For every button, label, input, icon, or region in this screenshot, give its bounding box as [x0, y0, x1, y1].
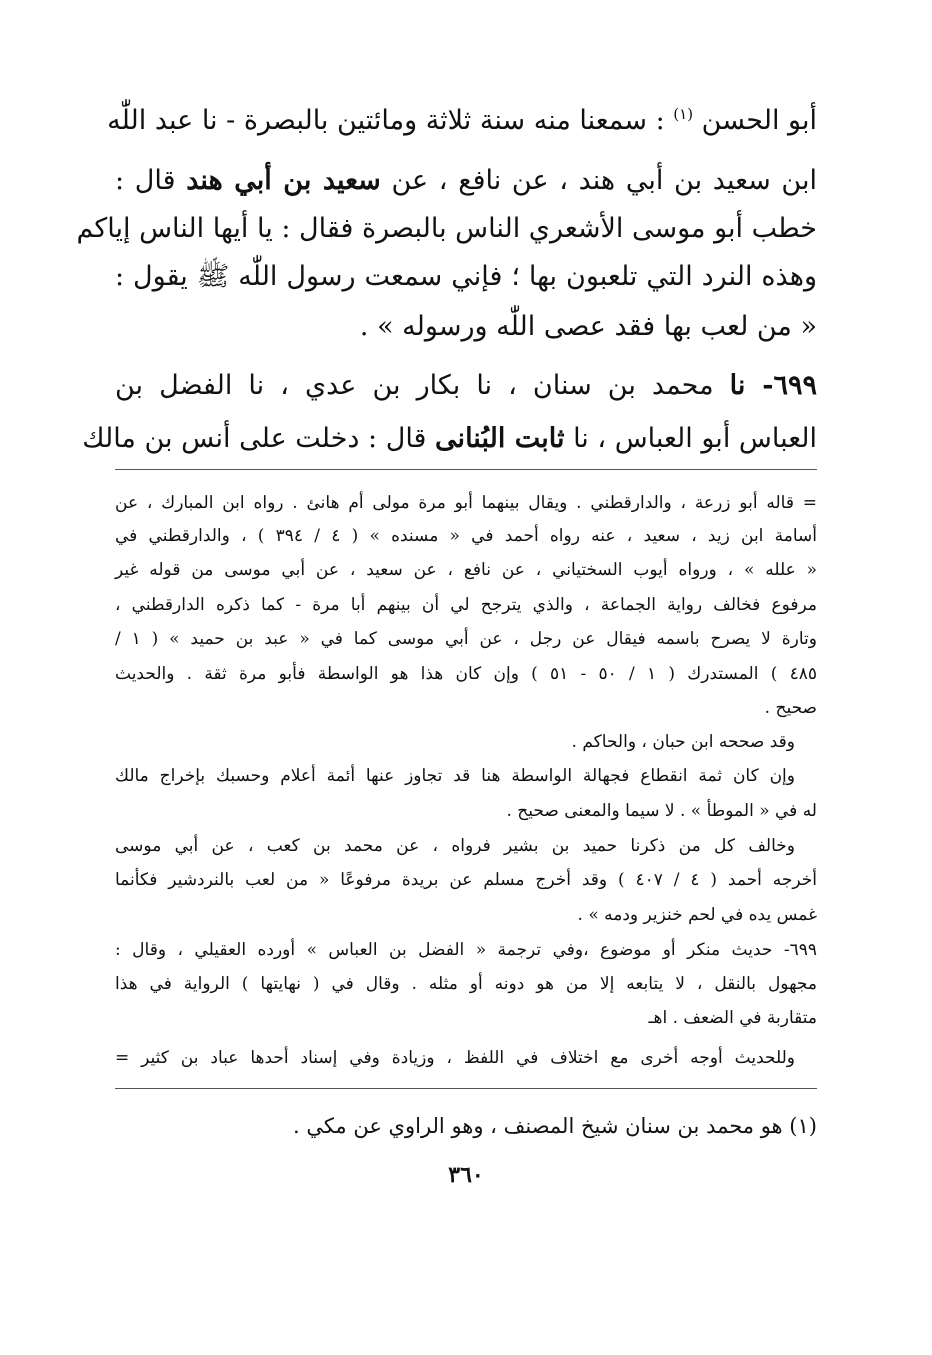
editor-footnote-line: = قاله أبو زرعة ، والدارقطني . ويقال بينهما أبو مرة مولى أم هانئ . رواه ابن المبارك ، عن — [115, 493, 817, 513]
main-text-line: « من لعب بها فقد عصى اللّٰه ورسوله » . — [359, 311, 817, 342]
footnote-marker[interactable]: (١) — [673, 105, 694, 123]
editor-footnote-line: أسامة ابن زيد ، سعيد ، عنه رواه أحمد في « مسنده » ( ٤ / ٣٩٤ ) ، والدارقطني في — [115, 526, 817, 546]
editor-footnote-line: « علله » ، ورواه أيوب السختياني ، عن نافع ، عن سعيد ، عن أبي موسى من قوله غير — [115, 560, 817, 580]
main-text-line: خطب أبو موسى الأشعري الناس بالبصرة فقال : يا أيها الناس إياكم — [76, 213, 817, 244]
editor-footnote-line: وخالف كل من ذكرنا حميد بن بشير فرواه ، عن محمد بن كعب ، عن أبي موسى — [115, 836, 795, 856]
main-text-line: العباس أبو العباس ، نا ثابت البُنانى قال : دخلت على أنس بن مالك — [82, 423, 817, 454]
editor-footnote-line: وإن كان ثمة انقطاع فجهالة الواسطة هنا قد تجاوز عنها أئمة أعلام وحسبك بإخراج مالك — [115, 766, 795, 786]
editor-footnote-line: غمس يده في لحم خنزير ودمه » . — [577, 905, 817, 925]
editor-footnote-line: ٦٩٩- حديث منكر أو موضوع ،وفي ترجمة « الفضل بن العباس » أورده العقيلي ، وقال : — [115, 940, 817, 960]
editor-footnote-line: وتارة لا يصرح باسمه فيقال عن رجل ، عن أبي موسى كما في « عبد بن حميد » ( ١ / — [115, 629, 817, 649]
editor-footnote-line: متقاربة في الضعف . اهـ — [648, 1008, 817, 1028]
main-text-line: أبو الحسن $^{(١)}$ : سمعنا منه سنة ثلاثة ومائتين بالبصرة - نا عبد اللّٰه — [107, 105, 817, 136]
editor-footnote-line: له في « الموطأ » . لا سيما والمعنى صحيح . — [506, 801, 817, 821]
page-number: ٣٦٠ — [448, 1162, 484, 1188]
main-text-line: ابن سعيد بن أبي هند ، عن نافع ، عن سعيد بن أبي هند قال : — [115, 165, 817, 196]
editor-footnote-line: صحيح . — [764, 698, 817, 718]
hadith-699-line: ٦٩٩- نا محمد بن سنان ، نا بكار بن عدي ، نا الفضل بن — [115, 370, 817, 401]
hadith-number: ٦٩٩- — [762, 370, 817, 401]
editor-footnote-line: مجهول بالنقل ، لا يتابعه إلا من هو دونه أو مثله . وقال في ( نهايتها ) الرواية في هذا — [115, 974, 817, 994]
editor-footnote-line: وقد صححه ابن حبان ، والحاكم . — [571, 732, 795, 752]
footnote-separator — [115, 469, 817, 470]
editor-footnote-line: مرفوع فخالف رواية الجماعة ، والذي يترجح لي أن بينهم أبا مرة - كما ذكره الدارقطني ، — [115, 595, 817, 615]
author-note-separator — [115, 1088, 817, 1089]
editor-footnote-line: ٤٨٥ ) المستدرك ( ١ / ٥٠ - ٥١ ) وإن كان هذا هو الواسطة فأبو مرة ثقة . والحديث — [115, 664, 817, 684]
main-text-line: وهذه النرد التي تلعبون بها ؛ فإني سمعت رسول اللّٰه ﷺ يقول : — [115, 261, 817, 292]
editor-footnote-line: وللحديث أوجه أخرى مع اختلاف في اللفظ ، وزيادة وفي إسناد أحدها عباد بن كثير = — [115, 1048, 795, 1068]
author-footnote: (١) هو محمد بن سنان شيخ المصنف ، وهو الراوي عن مكي . — [292, 1114, 817, 1138]
editor-footnote-line: أخرجه أحمد ( ٤ / ٤٠٧ ) وقد أخرج مسلم عن بريدة مرفوعًا « من لعب بالنردشير فكأنما — [115, 870, 817, 890]
